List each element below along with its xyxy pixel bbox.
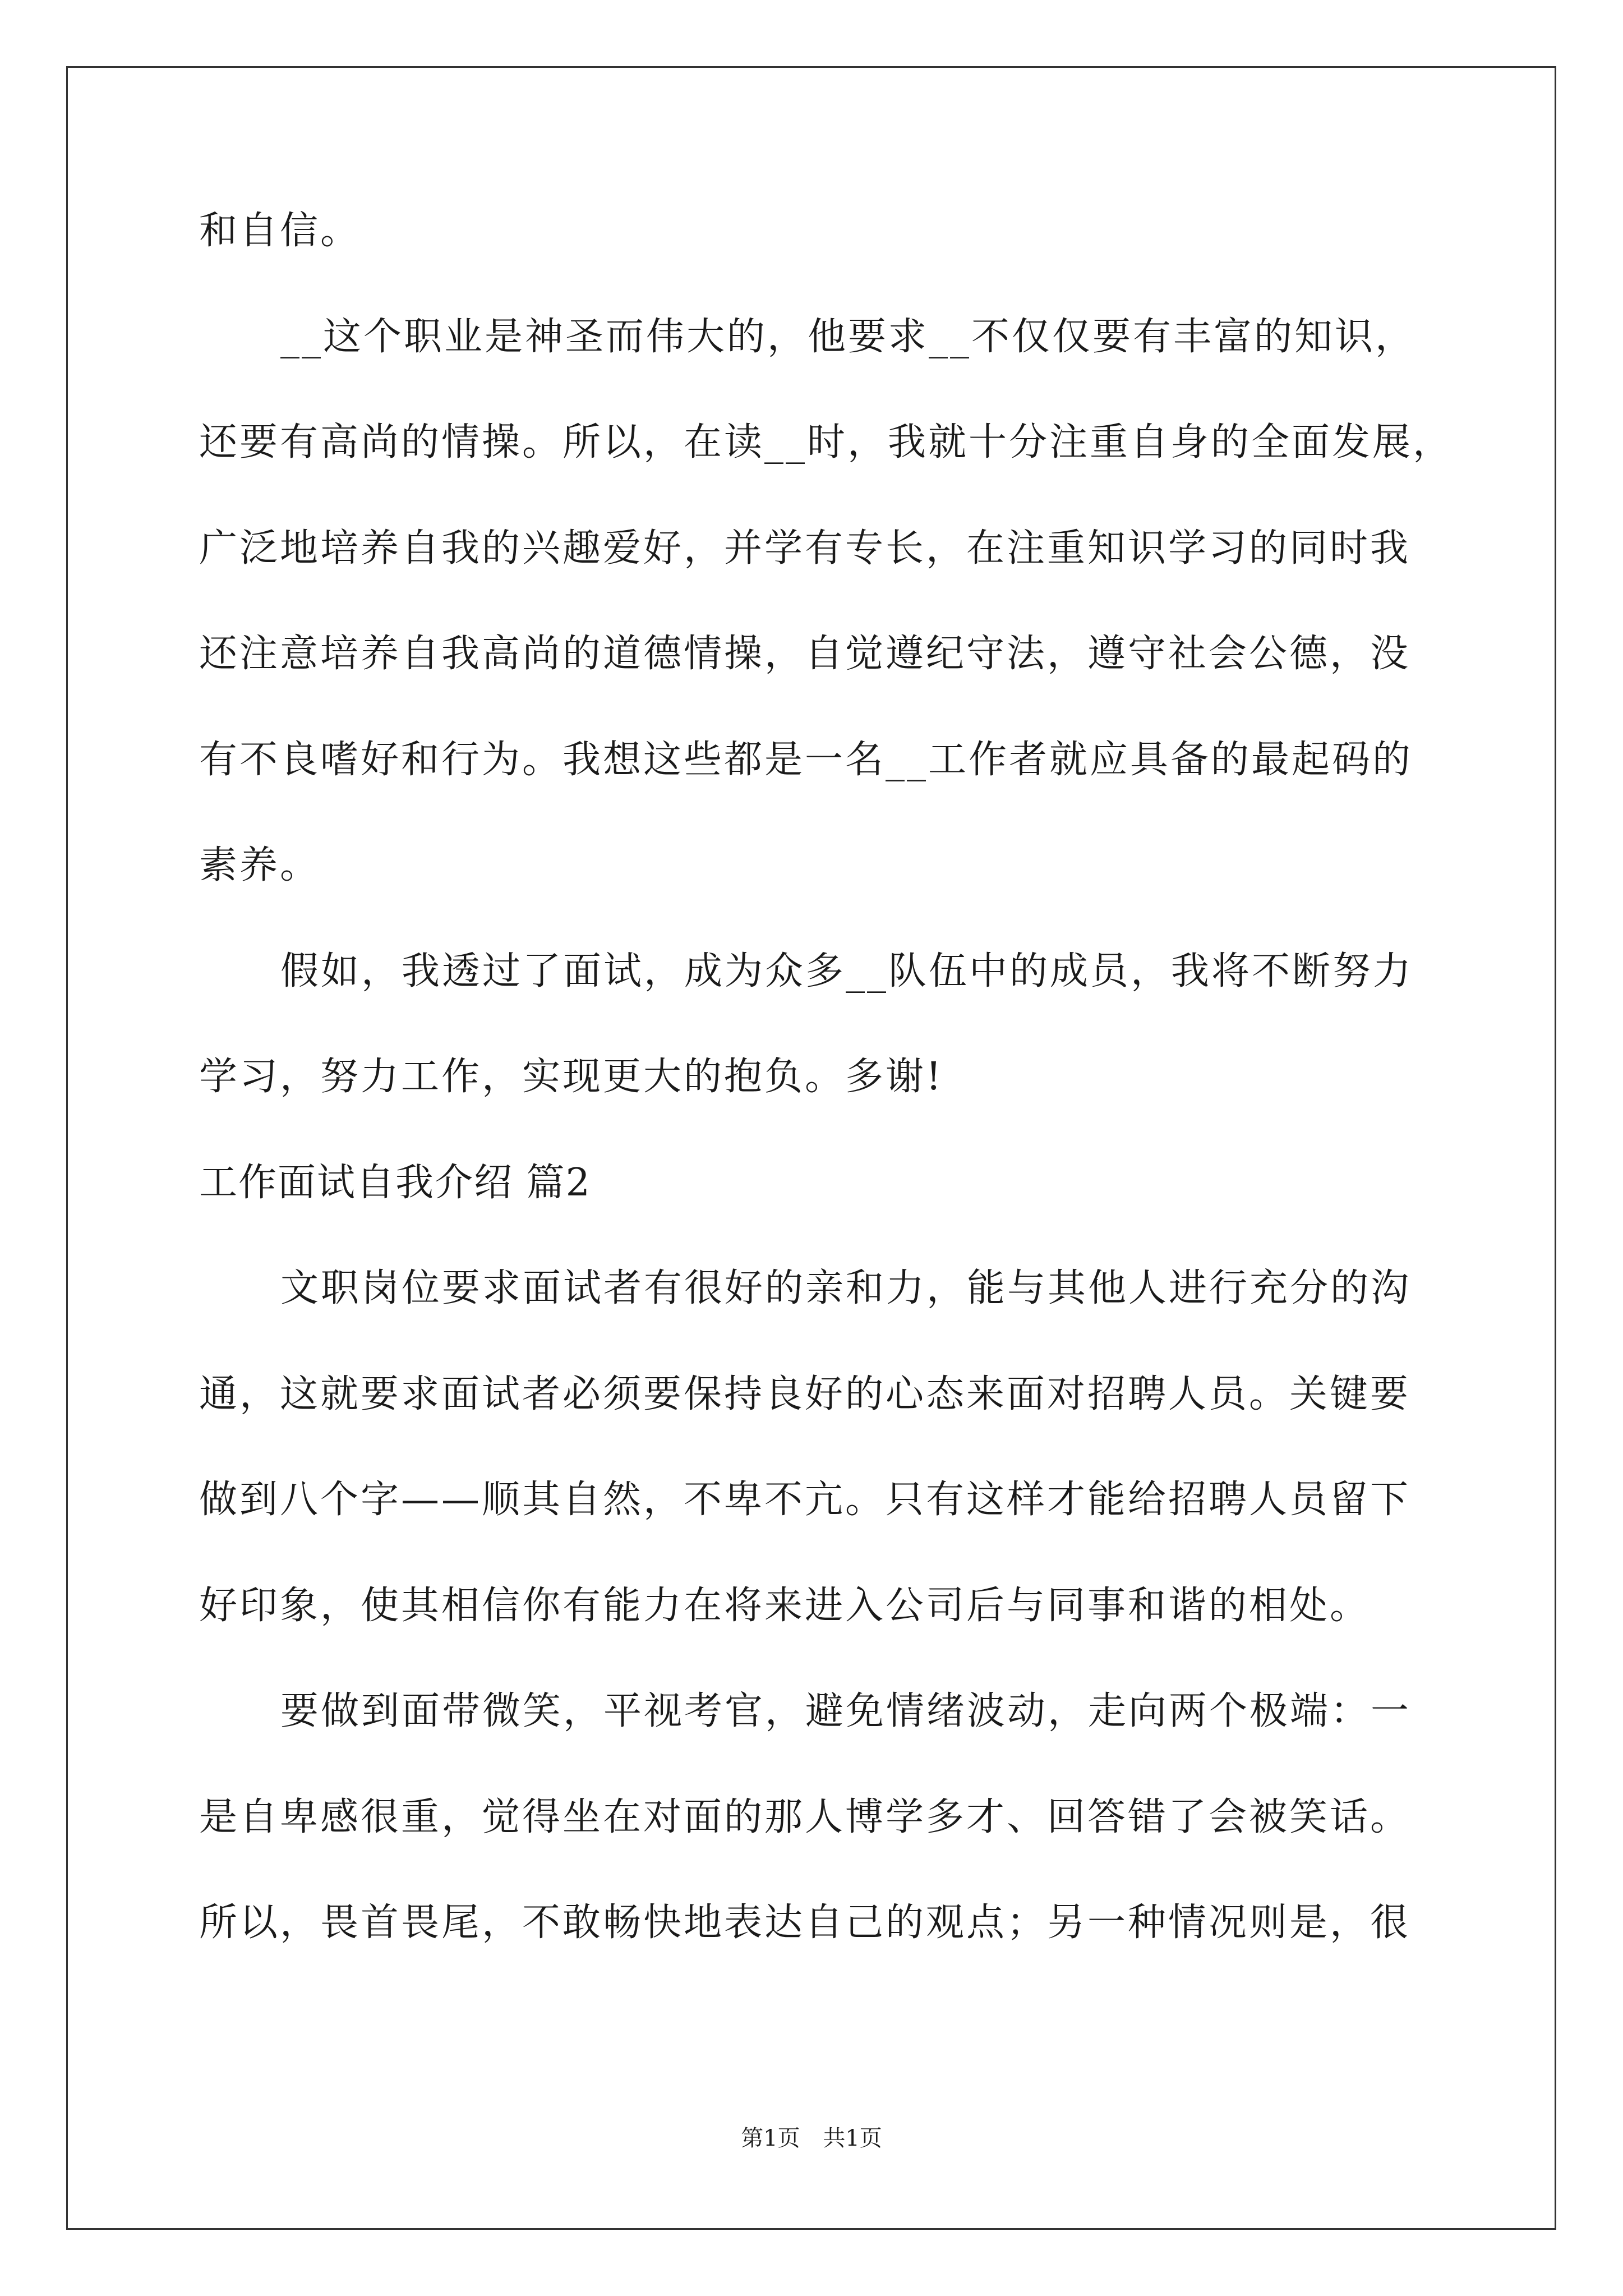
text-line: 还注意培养自我高尚的道德情操，自觉遵纪守法，遵守社会公德，没 — [199, 632, 1411, 676]
text-line: 广泛地培养自我的兴趣爱好，并学有专长，在注重知识学习的同时我 — [199, 526, 1411, 570]
text-line: 和自信。 — [199, 209, 361, 253]
page-number-total: 共1页 — [823, 2125, 882, 2151]
text-line: 所以，畏首畏尾，不敢畅快地表达自己的观点；另一种情况则是，很 — [199, 1901, 1411, 1945]
text-line: 好印象，使其相信你有能力在将来进入公司后与同事和谐的相处。 — [199, 1583, 1371, 1628]
text-line: 假如，我透过了面试，成为众多__队伍中的成员，我将不断努力 — [280, 949, 1414, 993]
page-number-current: 第1页 — [741, 2125, 800, 2151]
text-line: 还要有高尚的情操。所以，在读__时，我就十分注重自身的全面发展， — [199, 420, 1454, 464]
text-line: 做到八个字——顺其自然，不卑不亢。只有这样才能给招聘人员留下 — [199, 1478, 1411, 1522]
text-line: 是自卑感很重，觉得坐在对面的那人博学多才、回答错了会被笑话。 — [199, 1795, 1411, 1839]
text-line: 学习，努力工作，实现更大的抱负。多谢! — [199, 1055, 944, 1099]
page-footer — [0, 2120, 1623, 2152]
text-line: 通，这就要求面试者必须要保持良好的心态来面对招聘人员。关键要 — [199, 1372, 1411, 1416]
text-line: 要做到面带微笑，平视考官，避免情绪波动，走向两个极端：一 — [280, 1689, 1412, 1733]
text-line: 有不良嗜好和行为。我想这些都是一名__工作者就应具备的最起码的 — [199, 737, 1413, 782]
text-line: 文职岗位要求面试者有很好的亲和力，能与其他人进行充分的沟 — [280, 1266, 1412, 1310]
text-line: __这个职业是神圣而伟大的，他要求__不仅仅要有丰富的知识， — [280, 314, 1416, 359]
text-line: 素养。 — [199, 843, 321, 887]
section-heading: 工作面试自我介绍 篇2 — [199, 1160, 591, 1205]
